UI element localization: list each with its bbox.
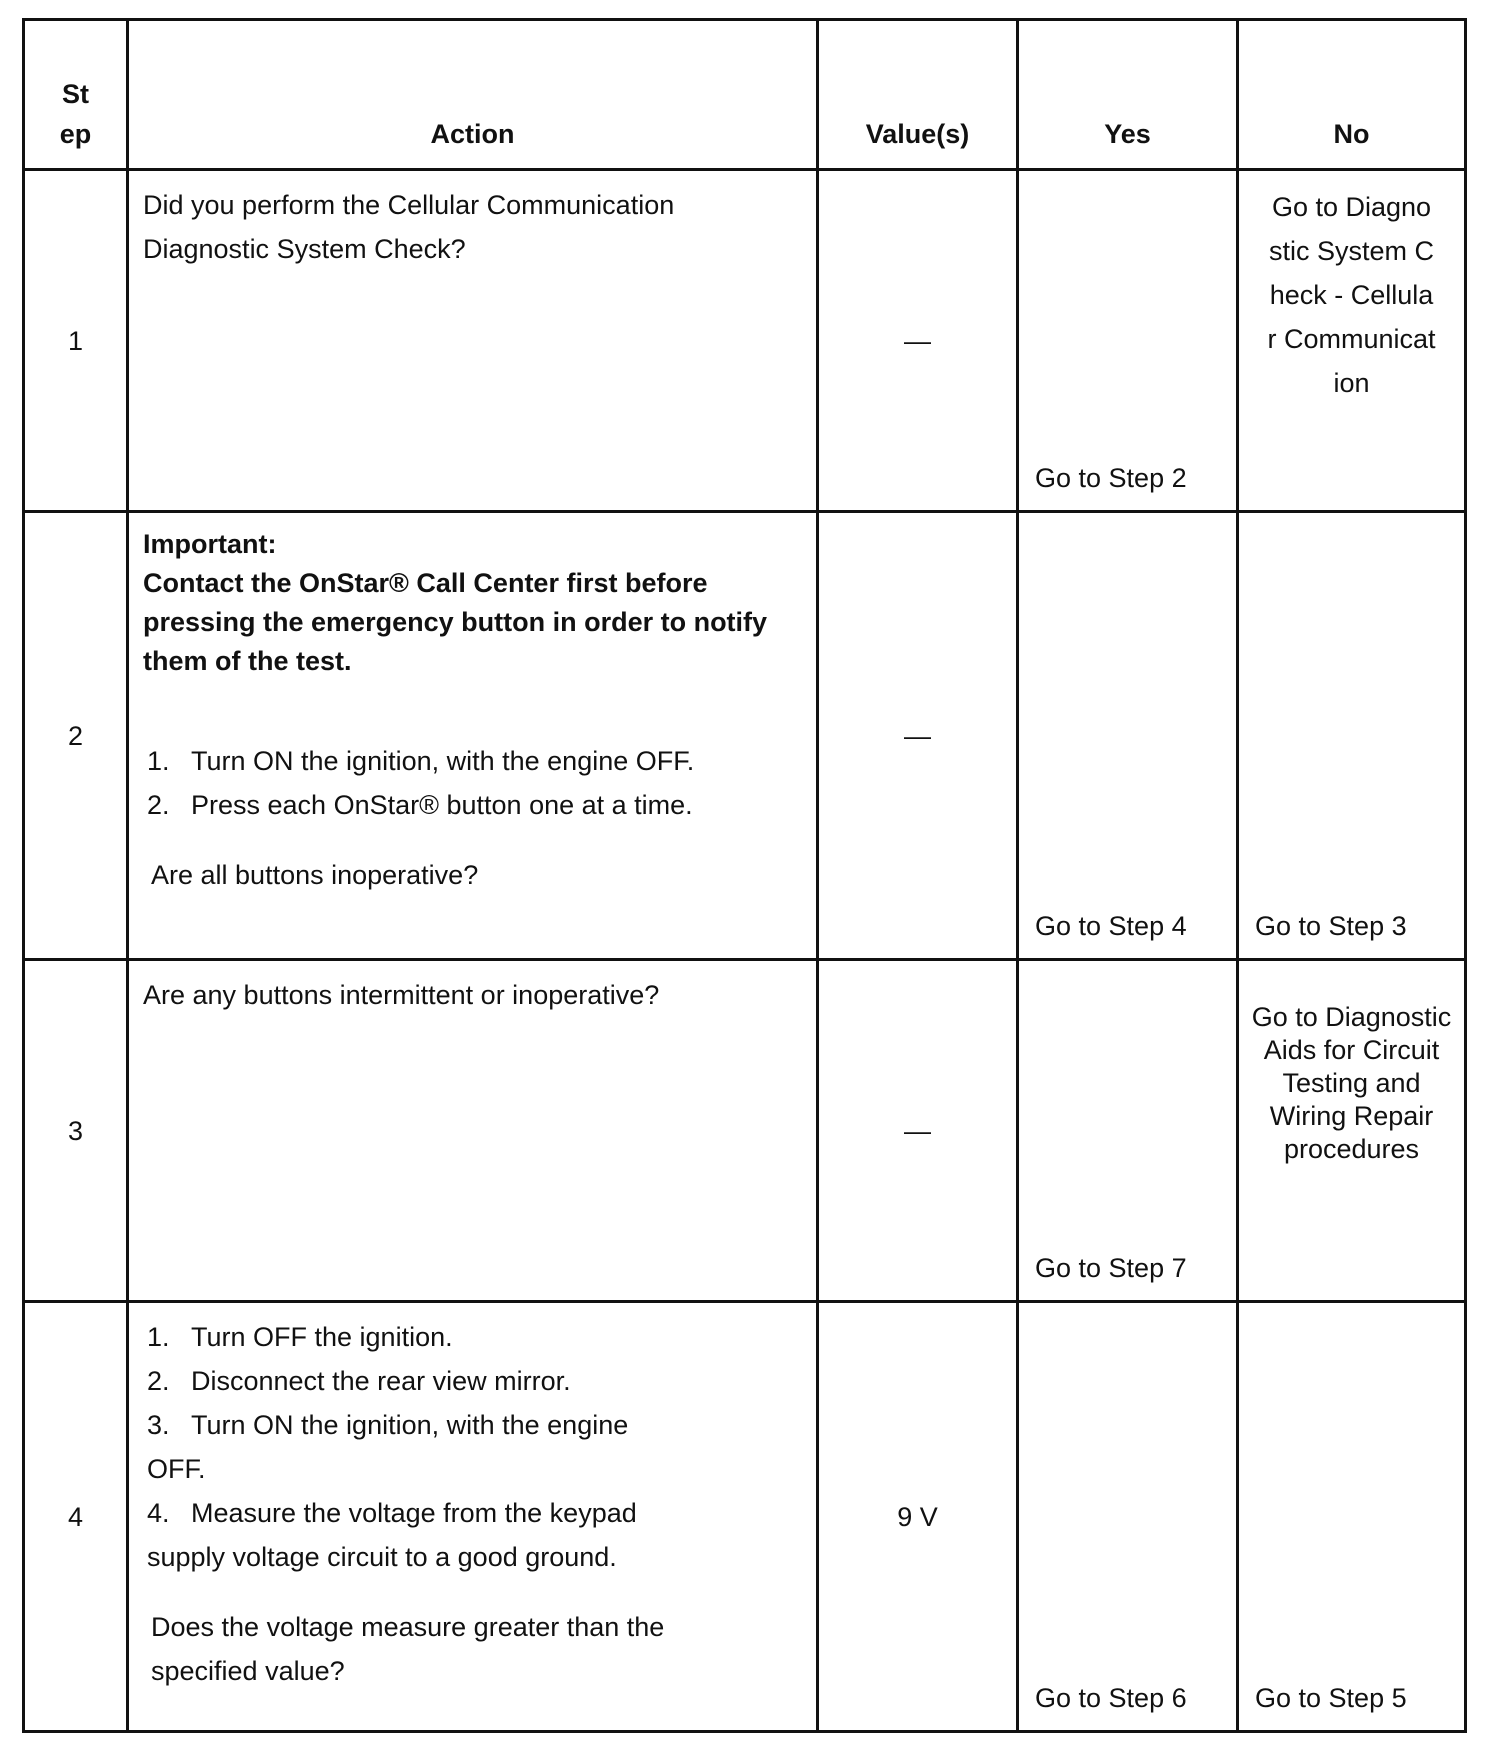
action-text: Did you perform the Cellular Communication Diagnostic System Check? bbox=[143, 190, 675, 264]
table-row bbox=[24, 170, 1466, 512]
header-step: St ep bbox=[24, 20, 128, 170]
action-cell bbox=[128, 512, 818, 960]
action-cell bbox=[128, 1302, 818, 1732]
important-note: Contact the OnStar® Call Center first before pressing the emergency button in order to notify them of the test. bbox=[143, 568, 768, 676]
no-cell: Go to Step 3 bbox=[1238, 512, 1466, 960]
diagnostic-table bbox=[22, 18, 1467, 1733]
no-cell: Go to Step 5 bbox=[1238, 1302, 1466, 1732]
no-link: Go to Diagnostic System Check - Cellular Communication bbox=[1267, 192, 1436, 398]
header-row bbox=[24, 20, 1466, 170]
value-cell: — bbox=[818, 512, 1018, 960]
question-text: Does the voltage measure greater than the specified value? bbox=[151, 1612, 665, 1686]
header-action: Action bbox=[128, 20, 818, 170]
list-item: 3. Turn ON the ignition, with the engine OFF. bbox=[147, 1410, 629, 1484]
action-cell bbox=[128, 960, 818, 1302]
list-item: 4. Measure the voltage from the keypad supply voltage circuit to a good ground. bbox=[147, 1498, 637, 1572]
no-link: Go to Diagnostic Aids for Circuit Testing and Wiring Repair procedures bbox=[1251, 1002, 1452, 1164]
header-no: No bbox=[1238, 20, 1466, 170]
diagnostic-table-document bbox=[22, 18, 1464, 1734]
header-yes: Yes bbox=[1018, 20, 1238, 170]
step-number: 2 bbox=[24, 512, 128, 960]
action-cell bbox=[128, 170, 818, 512]
no-cell bbox=[1238, 960, 1466, 1302]
list-item: 1. Turn ON the ignition, with the engine OFF. bbox=[147, 746, 695, 776]
step-number: 3 bbox=[24, 960, 128, 1302]
value-cell: — bbox=[818, 960, 1018, 1302]
yes-cell: Go to Step 4 bbox=[1018, 512, 1238, 960]
value-cell: — bbox=[818, 170, 1018, 512]
step-number: 4 bbox=[24, 1302, 128, 1732]
step-number: 1 bbox=[24, 170, 128, 512]
value-cell: 9 V bbox=[818, 1302, 1018, 1732]
list-item: 2. Disconnect the rear view mirror. bbox=[147, 1366, 571, 1396]
question-text: Are all buttons inoperative? bbox=[151, 860, 479, 890]
table-row bbox=[24, 960, 1466, 1302]
table-row bbox=[24, 1302, 1466, 1732]
yes-cell: Go to Step 2 bbox=[1018, 170, 1238, 512]
header-values: Value(s) bbox=[818, 20, 1018, 170]
yes-cell: Go to Step 7 bbox=[1018, 960, 1238, 1302]
action-text: Are any buttons intermittent or inoperative? bbox=[143, 980, 660, 1010]
important-label: Important: bbox=[143, 529, 277, 559]
yes-cell: Go to Step 6 bbox=[1018, 1302, 1238, 1732]
table-row bbox=[24, 512, 1466, 960]
list-item: 2. Press each OnStar® button one at a time. bbox=[147, 790, 693, 820]
list-item: 1. Turn OFF the ignition. bbox=[147, 1322, 453, 1352]
no-cell bbox=[1238, 170, 1466, 512]
